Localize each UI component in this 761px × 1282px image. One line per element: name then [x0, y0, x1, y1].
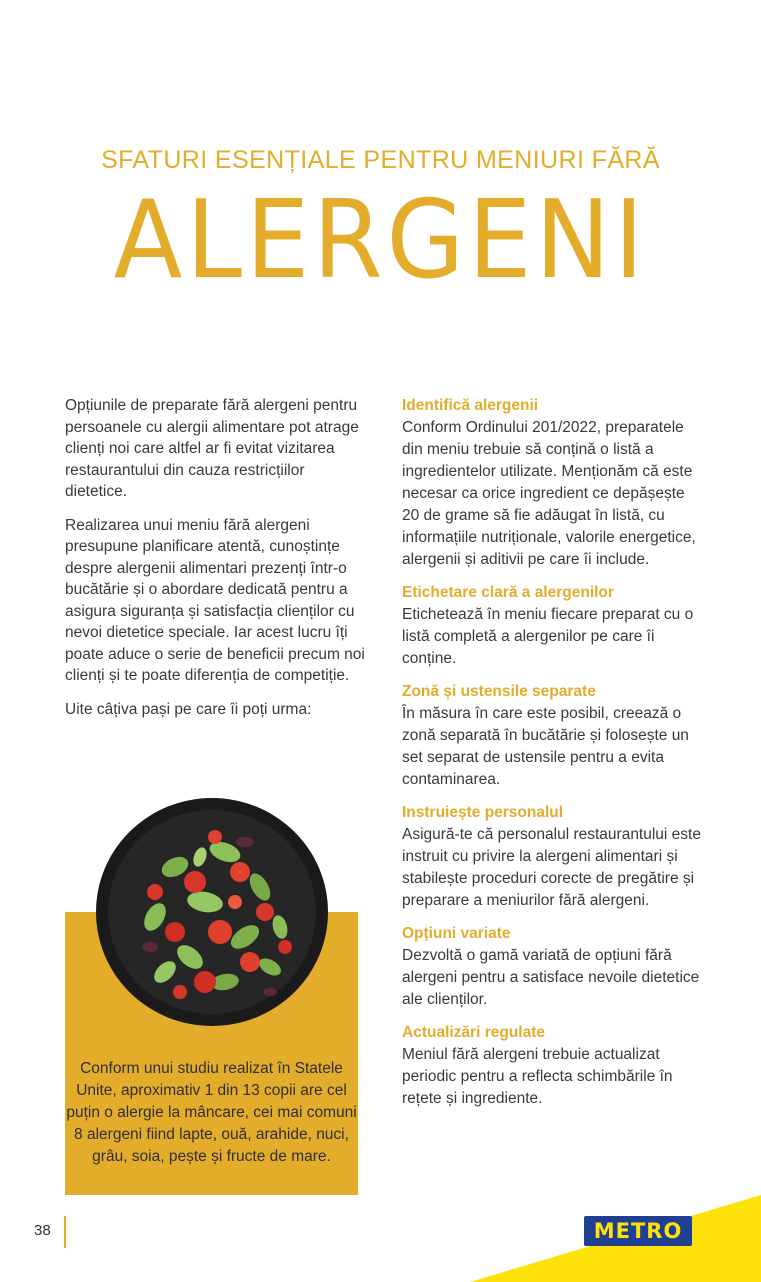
intro-paragraph: Realizarea unui meniu fără alergeni presupune planificare atentă, cunoștințe despre alergenii alimentari prezenți într-o bucătărie și o abordare dedicată pentru a asigura siguranța și satisfacția clienților cu nevoi dietetice speciale. Iar acest lucru îți poate aduce o serie de beneficii precum noi clienți și te poate diferenția de competiție.	[65, 516, 365, 684]
step-body: Dezvoltă o gamă variată de opțiuni fără alergeni pentru a satisface nevoile dietetice ale clienților.	[402, 947, 700, 1008]
step-title: Actualizări regulate	[402, 1024, 545, 1041]
intro-column	[65, 395, 365, 732]
step-body: Asigură-te că personalul restaurantului este instruit cu privire la alergeni alimentari și stabilește proceduri corecte de pregătire și preparare a meniurilor fără alergeni.	[402, 826, 701, 909]
page-title: ALERGENI	[113, 178, 648, 303]
page-number: 38	[34, 1222, 51, 1239]
step-section	[402, 923, 702, 1011]
step-section	[402, 802, 702, 912]
intro-paragraph: Uite câțiva pași pe care îi poți urma:	[65, 700, 312, 718]
salad-bowl-image	[95, 797, 330, 1027]
step-title: Zonă și ustensile separate	[402, 683, 596, 700]
steps-column	[402, 395, 702, 1121]
page-number-divider	[64, 1216, 66, 1248]
fact-box-text: Conform unui studiu realizat în Statele Unite, aproximativ 1 din 13 copii are cel puțin o alergie la mâncare, cei mai comuni 8 alergeni fiind lapte, ouă, arahide, nuci, grâu, soia, pește și fructe de mare.	[66, 1060, 357, 1165]
metro-logo-text: METRO	[593, 1219, 683, 1243]
step-body: Meniul fără alergeni trebuie actualizat periodic pentru a reflecta schimbările în rețete și ingrediente.	[402, 1046, 673, 1107]
metro-logo	[584, 1216, 692, 1246]
step-section	[402, 1022, 702, 1110]
step-body: Conform Ordinului 201/2022, preparatele din meniu trebuie să conțină o listă a ingredientelor utilizate. Menționăm că este necesar ca orice ingredient ce depășește 20 de grame să fie adăugat în listă, cu informațiile nutriționale, valorile energetice, alergenii și aditivii pe care îi include.	[402, 419, 696, 568]
step-title: Identifică alergenii	[402, 397, 539, 414]
step-section	[402, 681, 702, 791]
step-title: Opțiuni variate	[402, 925, 511, 942]
step-title: Etichetare clară a alergenilor	[402, 584, 614, 601]
step-body: În măsura în care este posibil, creează o zonă separată în bucătărie și folosește un set separat de ustensile pentru a evita contaminarea.	[402, 705, 689, 788]
page-subtitle: SFATURI ESENȚIALE PENTRU MENIURI FĂRĂ	[101, 146, 660, 174]
step-section	[402, 582, 702, 670]
step-body: Etichetează în meniu fiecare preparat cu o listă completă a alergenilor pe care îi conține.	[402, 606, 694, 667]
intro-paragraph: Opțiunile de preparate fără alergeni pentru persoanele cu alergii alimentare pot atrage clienți noi care altfel ar fi evitat vizitarea restaurantului din cauza restricțiilor dietetice.	[65, 397, 359, 500]
step-section	[402, 395, 702, 571]
step-title: Instruiește personalul	[402, 804, 564, 821]
